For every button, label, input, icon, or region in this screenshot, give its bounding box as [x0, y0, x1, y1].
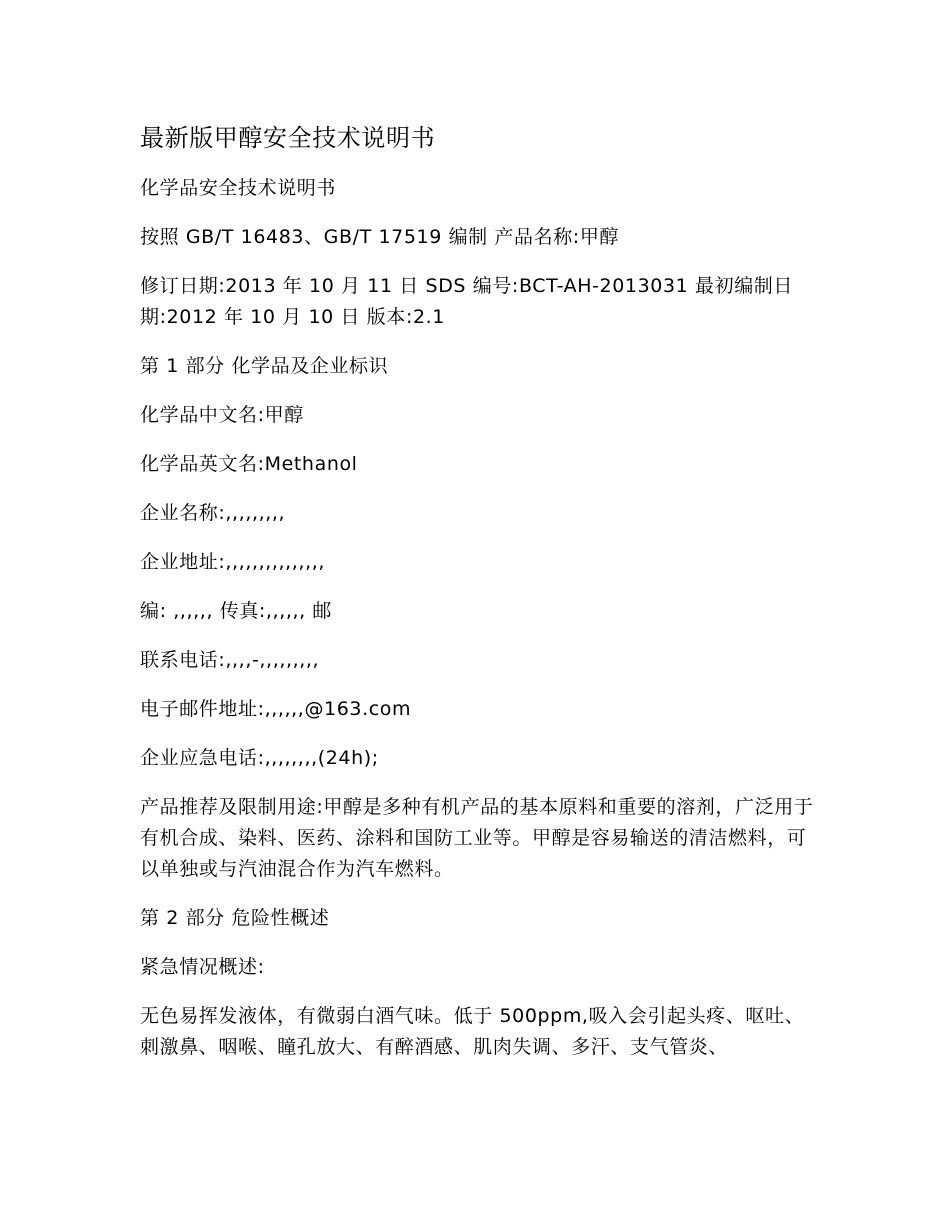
doc-subtitle: 化学品安全技术说明书: [140, 177, 337, 199]
hazard-description: 无色易挥发液体，有微弱白酒气味。低于 500ppm,吸入会引起头疼、呕吐、刺激鼻、咽喉、瞳孔放大、有醉酒感、肌肉失调、多汗、支气管炎、: [140, 1005, 805, 1058]
emergency-overview-label: 紧急情况概述:: [140, 956, 265, 978]
document-title: 最新版甲醇安全技术说明书: [140, 124, 436, 152]
email-address: 电子邮件地址:,,,,,,@163.com: [140, 698, 412, 720]
section-2-heading: 第 2 部分 危险性概述: [140, 907, 330, 929]
document-page: [140, 118, 820, 1081]
company-name: 企业名称:,,,,,,,,,: [140, 502, 286, 524]
company-address: 企业地址:,,,,,,,,,,,,,,,: [140, 551, 325, 573]
contact-phone: 联系电话:,,,,-,,,,,,,,,: [140, 649, 320, 671]
standard-and-product-name: 按照 GB/T 16483、GB/T 17519 编制 产品名称:甲醇: [140, 226, 620, 248]
postcode-fax: 编: ,,,,,, 传真:,,,,,, 邮: [140, 600, 332, 622]
recommended-uses: 产品推荐及限制用途:甲醇是多种有机产品的基本原料和重要的溶剂，广泛用于有机合成、染料、医药、涂料和国防工业等。甲醇是容易输送的清洁燃料，可以单独或与汽油混合作为汽车燃料。: [140, 796, 814, 880]
section-1-heading: 第 1 部分 化学品及企业标识: [140, 355, 389, 377]
revision-and-version-info: 修订日期:2013 年 10 月 11 日 SDS 编号:BCT-AH-2013031 最初编制日期:2012 年 10 月 10 日 版本:2.1: [140, 275, 794, 328]
chemical-english-name: 化学品英文名:Methanol: [140, 453, 358, 475]
chemical-chinese-name: 化学品中文名:甲醇: [140, 404, 304, 426]
emergency-phone: 企业应急电话:,,,,,,,,(24h);: [140, 747, 379, 769]
